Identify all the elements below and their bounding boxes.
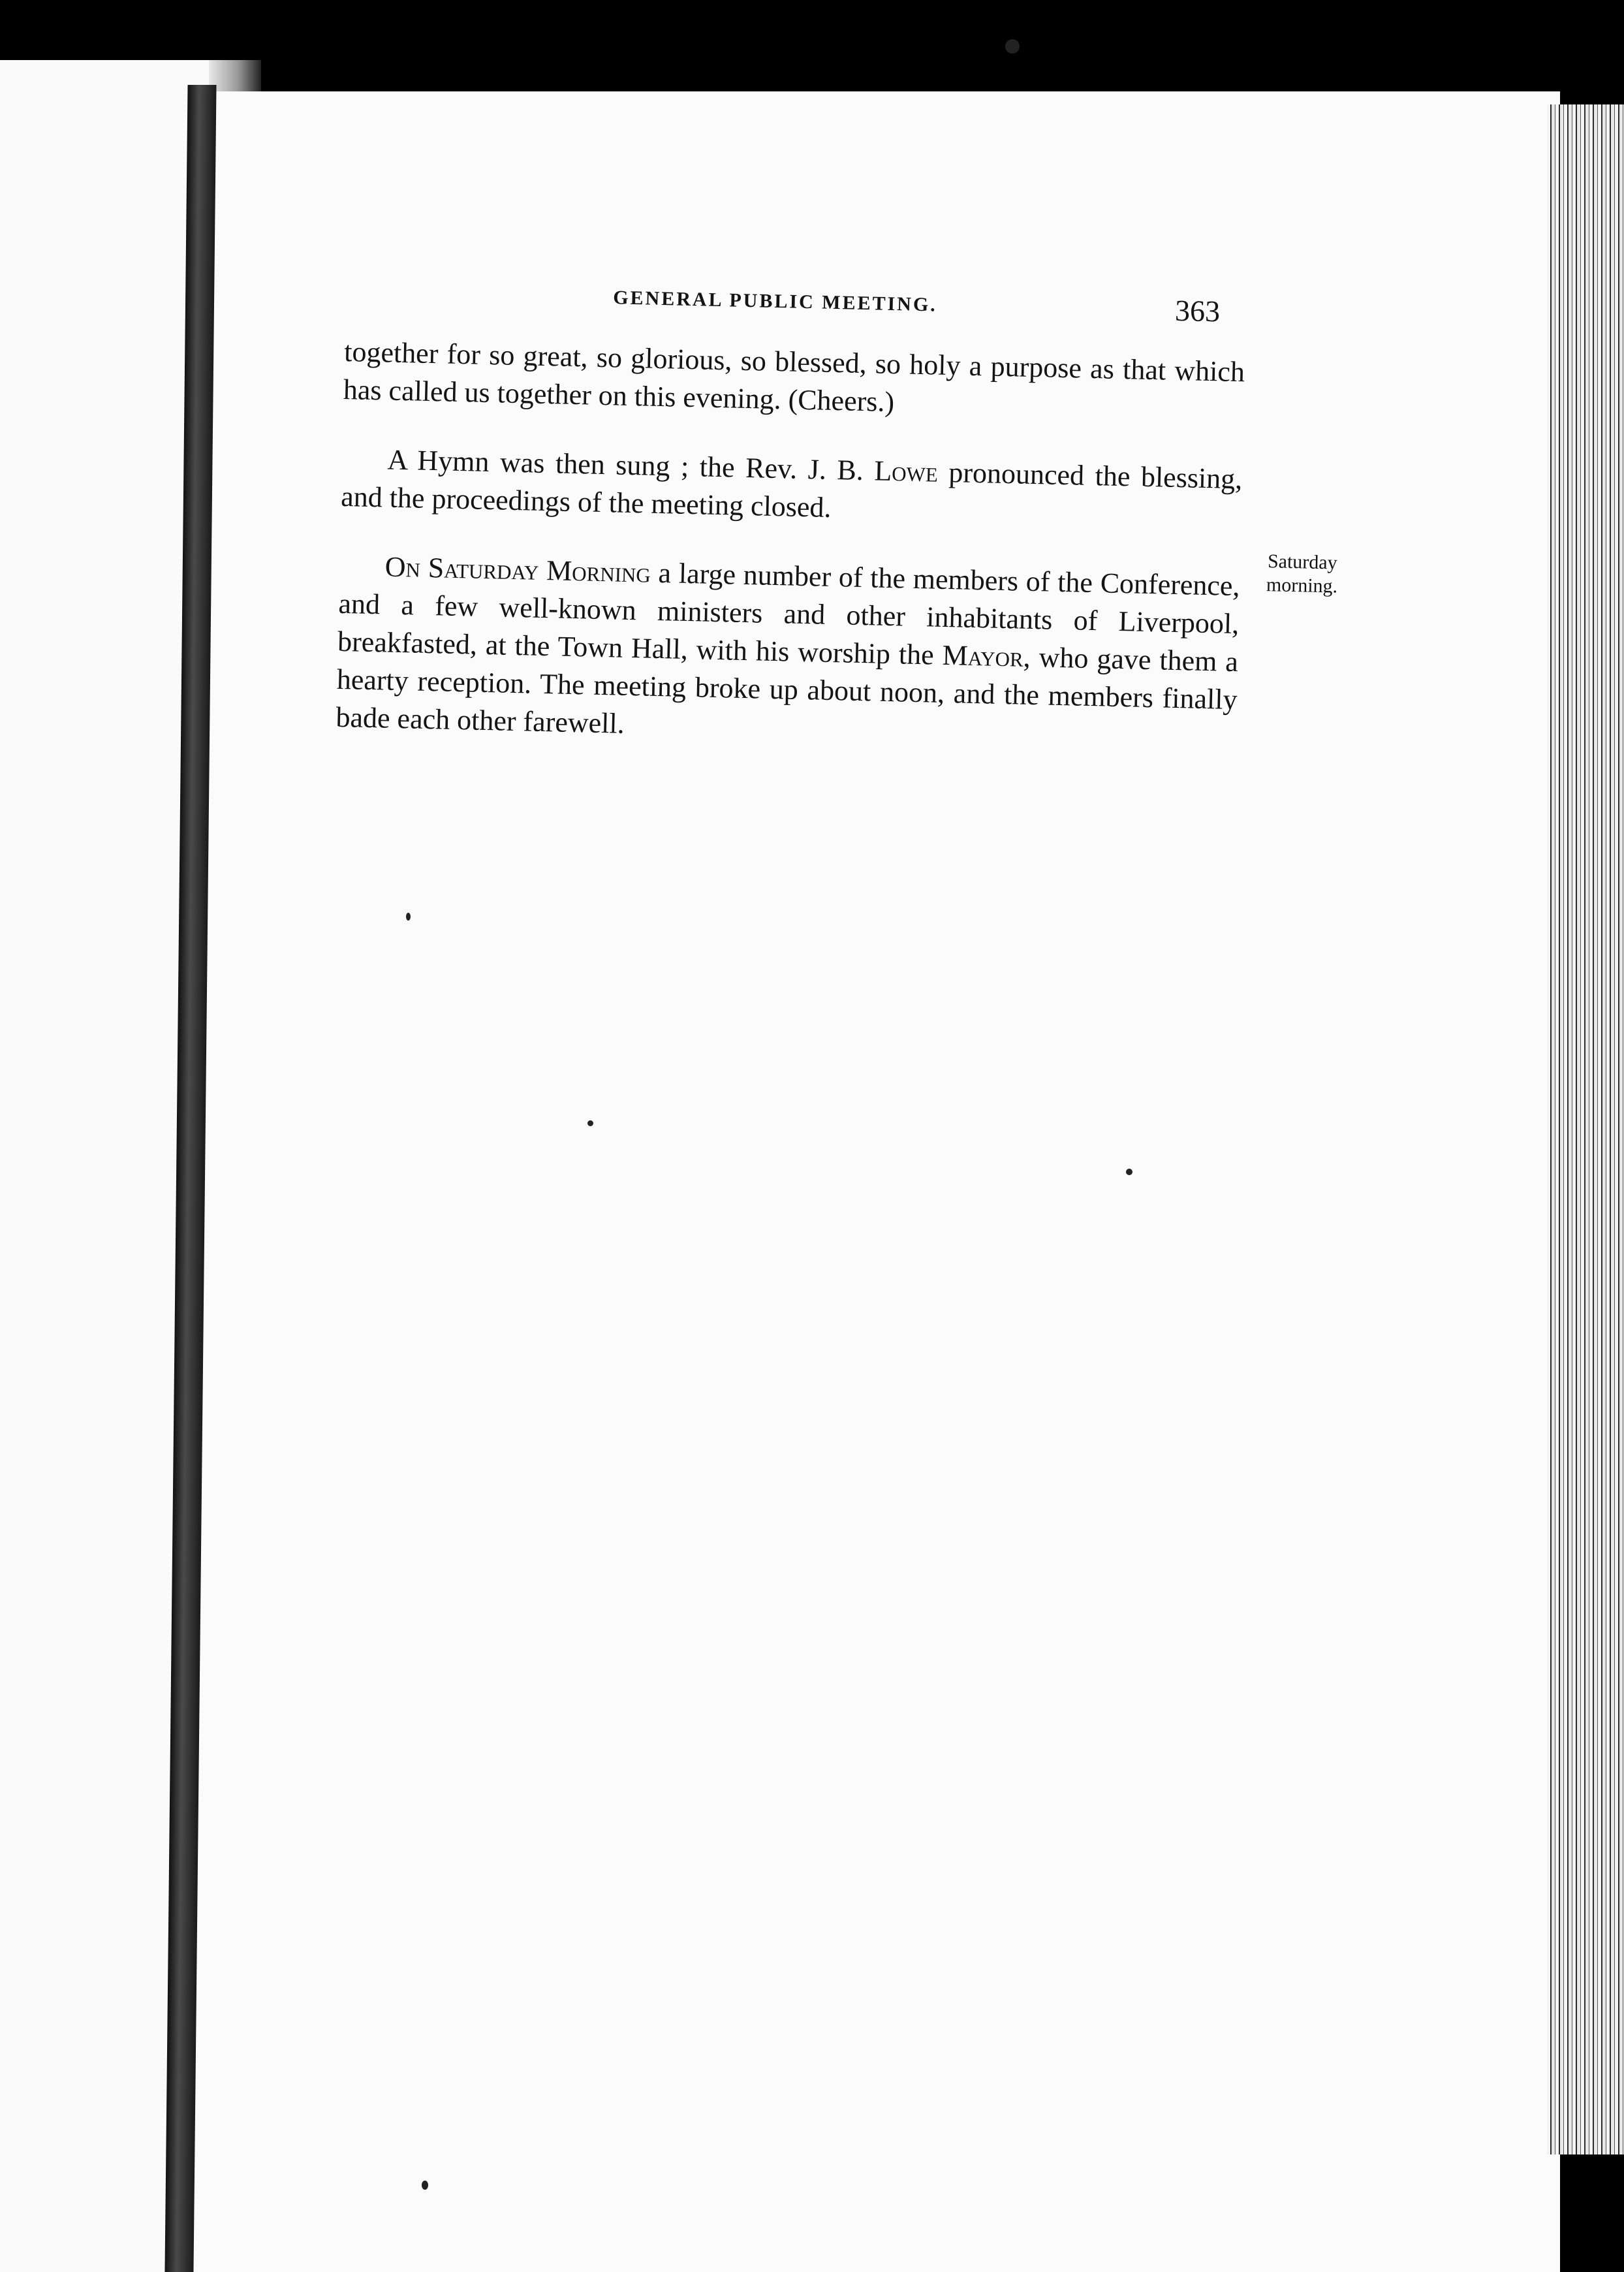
minister-name: Lowe	[873, 454, 939, 488]
page-content	[336, 274, 1338, 757]
left-page-line	[0, 428, 106, 460]
paragraph-saturday-text-1: a large number of the members of the Conference, and a few well-known ministers and other inhabitants of Liverpool, breakfasted, at the Town Hall, with his worship the	[337, 556, 1241, 671]
ink-speck	[587, 1120, 593, 1126]
left-page-line	[0, 1040, 106, 1071]
left-page-line	[0, 1729, 106, 1760]
left-page-line	[0, 1538, 106, 1569]
left-page-line	[0, 1423, 106, 1454]
left-page-line	[0, 811, 106, 842]
left-page-line	[0, 1500, 106, 1531]
left-page-line	[0, 1231, 106, 1263]
page-edges	[1547, 104, 1624, 2154]
marginal-note-line-1: Saturday	[1267, 550, 1338, 574]
running-head: GENERAL PUBLIC MEETING.	[612, 287, 938, 316]
ink-speck	[422, 2181, 428, 2190]
left-page-line	[0, 772, 106, 804]
left-page-line	[0, 734, 106, 766]
left-page-line	[0, 1652, 106, 1684]
left-page-line	[0, 1614, 106, 1645]
left-page-line	[0, 1270, 106, 1301]
paragraph-hymn-before: A Hymn was then sung ; the Rev. J. B.	[387, 443, 875, 487]
paragraph-hymn-after: pronounced the blessing, and the proceedings of the meeting closed.	[340, 456, 1243, 524]
left-page-line	[0, 1805, 106, 1837]
marginal-note-line-2: morning.	[1266, 574, 1338, 597]
paragraph-saturday	[336, 547, 1240, 757]
left-page-line	[0, 581, 106, 612]
left-page-line	[0, 964, 106, 995]
page-number: 363	[1174, 293, 1221, 328]
left-page-line	[0, 466, 106, 497]
paragraph-hymn	[341, 440, 1243, 536]
left-page-line	[0, 696, 106, 727]
left-page-line	[0, 1576, 106, 1607]
left-page-line	[0, 1767, 106, 1799]
ink-speck	[1005, 39, 1020, 54]
ink-speck	[1126, 1169, 1132, 1175]
ink-speck	[406, 913, 411, 921]
left-page-line	[0, 926, 106, 957]
left-page-line	[0, 1155, 106, 1186]
left-page-line	[0, 620, 106, 651]
left-page-line	[0, 887, 106, 919]
left-page-line	[0, 1308, 106, 1340]
left-page-line	[0, 313, 106, 345]
left-page-line	[0, 849, 106, 880]
left-page-line	[0, 543, 106, 575]
paragraph-lead: On Saturday Morning	[384, 550, 651, 589]
left-page-line	[0, 352, 106, 383]
left-page-line	[0, 1193, 106, 1225]
mayor-title: Mayor	[942, 639, 1024, 673]
left-page-line	[0, 1002, 106, 1033]
left-page-line	[0, 1691, 106, 1722]
marginal-note	[1246, 549, 1358, 599]
paragraph-continuation: together for so great, so glorious, so blessed, so holy a purpose as that which has called us together on this evening. (Cheers.)	[343, 335, 1245, 418]
left-page-line	[0, 1117, 106, 1148]
left-page-line	[0, 390, 106, 421]
paragraph-saturday-text-2: , who gave them a hearty reception. The meeting broke up about noon, and the members finally bade each other farewell.	[336, 640, 1239, 740]
left-page-line	[0, 1079, 106, 1110]
left-page-line	[0, 505, 106, 536]
